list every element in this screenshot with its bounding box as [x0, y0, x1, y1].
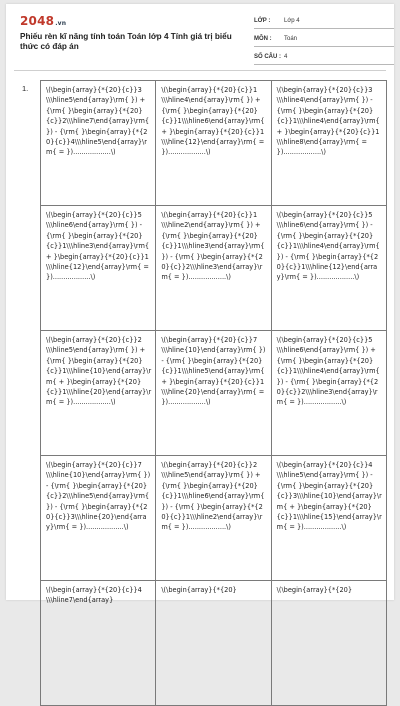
- exercise-cell: [156, 81, 271, 206]
- exercise-expression: \(\begin{array}{*{20}{c}}3\\\hline4\end{array}\rm{ }) - {\rm{ }\begin{array}{*{20}{c}}1\\\hline4\end{array}\rm{ + }\begin{array}{*{20}{c}}1\\\hline8\end{array}\rm{ = })..................\): [276, 86, 382, 157]
- exercise-cell: [156, 206, 271, 331]
- exercise-cell: [41, 456, 156, 581]
- exercise-expression: \(\begin{array}{*{20}: [276, 586, 353, 594]
- exercise-expression: \(\begin{array}{*{20}{c}}4\\\hline5\end{array}\rm{ }) - {\rm{ }\begin{array}{*{20}{c}}3\\\hline{10}\end{array}\rm{ + }\begin{array}{*{20}{c}}1\\\hline{15}\end{array}\rm{ = })..................\): [276, 461, 382, 532]
- worksheet-header: [6, 4, 394, 66]
- exercise-cell: [156, 331, 271, 456]
- exercise-expression: \(\begin{array}{*{20}{c}}2\\\hline5\end{array}\rm{ }) + {\rm{ }\begin{array}{*{20}{c}}1\\\hline6\end{array}\rm{ }) - {\rm{ }\begin{array}{*{20}{c}}1\\\hline2\end{array}\rm{ = })..................\): [161, 461, 267, 532]
- exercise-expression: \(\begin{array}{*{20}{c}}1\\\hline2\end{array}\rm{ }) + {\rm{ }\begin{array}{*{20}{c}}1\\\hline3\end{array}\rm{ }) - {\rm{ }\begin{array}{*{20}{c}}2\\\hline3\end{array}\rm{ = })..................\): [161, 211, 267, 282]
- exercise-table: [40, 80, 387, 706]
- exercise-expression: \(\begin{array}{*{20}{c}}5\\\hline6\end{array}\rm{ }) - {\rm{ }\begin{array}{*{20}{c}}1\\\hline4\end{array}\rm{ }) - {\rm{ }\begin{array}{*{20}{c}}1\\\hline{12}\end{array}\rm{ = })..................\): [276, 211, 382, 282]
- site-logo[interactable]: [20, 14, 66, 28]
- exercise-expression: \(\begin{array}{*{20}{c}}4\\\hline7\end{array}: [46, 586, 142, 605]
- exercise-cell: [272, 331, 387, 456]
- exercise-cell: [272, 206, 387, 331]
- info-value: Lớp 4: [284, 18, 300, 24]
- info-row-subject: [254, 32, 394, 47]
- exercise-expression: \(\begin{array}{*{20}{c}}3\\\hline5\end{array}\rm{ }) + {\rm{ }\begin{array}{*{20}{c}}2\\\hline7\end{array}\rm{ }) - {\rm{ }\begin{array}{*{20}{c}}4\\\hline5\end{array}\rm{ = })..................\): [46, 86, 152, 157]
- info-value: 4: [284, 54, 288, 60]
- exercise-expression: \(\begin{array}{*{20}{c}}2\\\hline5\end{array}\rm{ }) + {\rm{ }\begin{array}{*{20}{c}}1\\\hline{10}\end{array}\rm{ + }\begin{array}{*{20}{c}}1\\\hline{20}\end{array}\rm{ = })..................\): [46, 336, 152, 407]
- info-row-question-count: [254, 50, 394, 65]
- exercise-cell: [272, 581, 387, 706]
- exercise-expression: \(\begin{array}{*{20}: [161, 586, 237, 594]
- info-row-class: [254, 14, 394, 29]
- logo-text: 2048: [20, 14, 55, 28]
- exercise-expression: \(\begin{array}{*{20}{c}}7\\\hline{10}\end{array}\rm{ }) - {\rm{ }\begin{array}{*{20}{c}}2\\\hline5\end{array}\rm{ }) - {\rm{ }\begin{array}{*{20}{c}}3\\\hline{20}\end{array}\rm{ = })..................\): [46, 461, 153, 532]
- worksheet-info: [254, 14, 394, 68]
- exercise-expression: \(\begin{array}{*{20}{c}}5\\\hline6\end{array}\rm{ }) + {\rm{ }\begin{array}{*{20}{c}}1\\\hline4\end{array}\rm{ }) - {\rm{ }\begin{array}{*{20}{c}}2\\\hline3\end{array}\rm{ = })..................\): [276, 336, 382, 407]
- info-key: SỐ CÂU :: [254, 54, 281, 60]
- logo-suffix: .vn: [55, 20, 67, 27]
- exercise-expression: \(\begin{array}{*{20}{c}}7\\\hline{10}\end{array}\rm{ }) - {\rm{ }\begin{array}{*{20}{c}}1\\\hline5\end{array}\rm{ + }\begin{array}{*{20}{c}}1\\\hline{20}\end{array}\rm{ = })..................\): [161, 336, 268, 407]
- question-number: 1.: [22, 84, 29, 93]
- exercise-cell: [41, 81, 156, 206]
- exercise-cell: [156, 456, 271, 581]
- exercise-cell: [272, 456, 387, 581]
- exercise-cell: [41, 206, 156, 331]
- info-value: Toán: [284, 36, 298, 42]
- exercise-expression: \(\begin{array}{*{20}{c}}5\\\hline6\end{array}\rm{ }) - {\rm{ }\begin{array}{*{20}{c}}1\\\hline3\end{array}\rm{ + }\begin{array}{*{20}{c}}1\\\hline{12}\end{array}\rm{ = })..................\): [46, 211, 152, 282]
- worksheet-title: Phiếu rèn kĩ năng tính toán Toán lớp 4 Tính giá trị biểu thức có đáp án: [20, 32, 232, 51]
- exercise-cell: [156, 581, 271, 706]
- exercise-cell: [41, 581, 156, 706]
- header-divider: [14, 70, 386, 71]
- exercise-cell: [272, 81, 387, 206]
- worksheet-page: [6, 4, 394, 605]
- exercise-expression: \(\begin{array}{*{20}{c}}1\\\hline4\end{array}\rm{ }) + {\rm{ }\begin{array}{*{20}{c}}1\\\hline6\end{array}\rm{ + }\begin{array}{*{20}{c}}1\\\hline{12}\end{array}\rm{ = })..................\): [161, 86, 267, 157]
- info-key: MÔN :: [254, 36, 272, 42]
- exercise-cell: [41, 331, 156, 456]
- info-key: LỚP :: [254, 18, 271, 24]
